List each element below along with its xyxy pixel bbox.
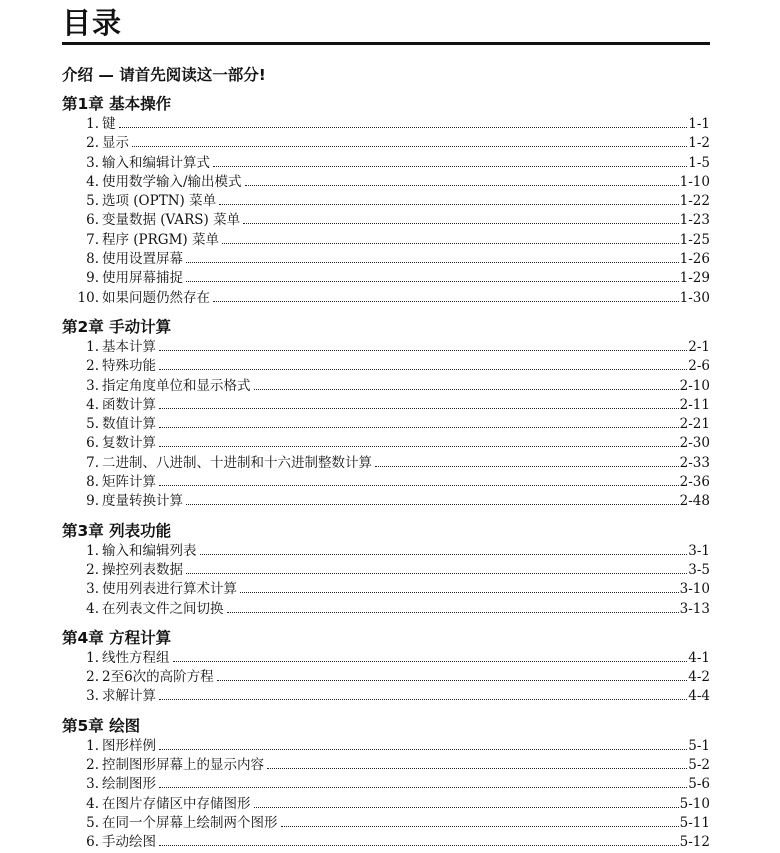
entry-title: 二进制、八进制、十进制和十六进制整数计算 <box>102 454 372 471</box>
dot-leader <box>219 204 679 205</box>
dot-leader <box>159 408 679 409</box>
entry-title: 控制图形屏幕上的显示内容 <box>102 757 264 774</box>
entry-page-number: 2-21 <box>679 416 710 433</box>
toc-entry[interactable] <box>62 833 710 852</box>
entry-title: 程序 (PRGM) 菜单 <box>102 231 219 248</box>
toc-entry[interactable] <box>62 269 710 288</box>
entry-page-number: 1-22 <box>679 193 710 210</box>
toc-entry[interactable] <box>62 756 710 775</box>
entry-page-number: 4-1 <box>688 649 710 666</box>
entry-title: 数值计算 <box>102 416 156 433</box>
entry-number: 1. <box>86 116 99 132</box>
entry-number: 7. <box>86 454 99 471</box>
entry-page-number: 1-2 <box>688 135 710 152</box>
entry-title: 基本计算 <box>102 338 156 355</box>
entry-page-number: 5-6 <box>688 776 710 793</box>
toc-entry[interactable] <box>62 211 710 230</box>
entry-number: 2. <box>86 669 99 686</box>
entry-page-number: 3-10 <box>679 581 710 598</box>
toc-entry[interactable] <box>62 561 710 580</box>
entry-title: 输入和编辑计算式 <box>102 154 210 171</box>
dot-leader <box>159 369 687 370</box>
entry-page-number: 3-1 <box>688 542 710 559</box>
entry-number: 6. <box>86 212 99 229</box>
entry-number: 3. <box>86 377 99 394</box>
entry-number: 1. <box>86 737 99 754</box>
toc-entry[interactable] <box>62 795 710 814</box>
entry-number: 9. <box>86 493 99 510</box>
chapter-section <box>62 93 710 308</box>
dot-leader <box>254 807 679 808</box>
entry-title: 键 <box>102 116 116 132</box>
toc-entry[interactable] <box>62 250 710 269</box>
entry-number: 3. <box>86 688 99 705</box>
dot-leader <box>375 466 679 467</box>
toc-entry[interactable] <box>62 231 710 250</box>
toc-entry[interactable] <box>62 454 710 473</box>
toc-entry[interactable] <box>62 580 710 599</box>
entry-number: 5. <box>86 193 99 210</box>
entry-page-number: 4-4 <box>688 688 710 705</box>
chapter-list <box>62 93 710 853</box>
toc-entry[interactable] <box>62 396 710 415</box>
dot-leader <box>159 427 679 428</box>
chapter-section <box>62 627 710 707</box>
entry-title: 矩阵计算 <box>102 474 156 491</box>
dot-leader <box>243 223 679 224</box>
entry-number: 5. <box>86 814 99 831</box>
dot-leader <box>200 554 688 555</box>
entry-page-number: 1-10 <box>679 173 710 190</box>
entry-number: 3. <box>86 581 99 598</box>
toc-entry[interactable] <box>62 115 710 134</box>
entry-page-number: 1-23 <box>679 212 710 229</box>
entry-number: 6. <box>86 435 99 452</box>
dot-leader <box>159 350 687 351</box>
entry-page-number: 5-2 <box>688 757 710 774</box>
entry-number: 6. <box>86 834 99 851</box>
chapter-section <box>62 316 710 512</box>
entry-title: 选项 (OPTN) 菜单 <box>102 193 217 210</box>
toc-entry[interactable] <box>62 357 710 376</box>
toc-entry[interactable] <box>62 192 710 211</box>
toc-entry[interactable] <box>62 737 710 756</box>
entry-title: 指定角度单位和显示格式 <box>102 377 251 394</box>
entry-page-number: 1-26 <box>679 251 710 268</box>
title-rule <box>62 42 710 45</box>
dot-leader <box>173 661 688 662</box>
entry-page-number: 2-48 <box>679 493 710 510</box>
dot-leader <box>222 243 679 244</box>
entry-page-number: 2-30 <box>679 435 710 452</box>
toc-entry[interactable] <box>62 814 710 833</box>
chapter-title: 第1章 基本操作 <box>62 95 172 113</box>
entry-title: 使用屏幕捕捉 <box>102 270 183 287</box>
entry-number: 4. <box>86 396 99 413</box>
toc-entry[interactable] <box>62 377 710 396</box>
entry-page-number: 2-11 <box>679 396 710 413</box>
toc-entry[interactable] <box>62 492 710 511</box>
entry-number: 2. <box>86 358 99 375</box>
dot-leader <box>159 485 679 486</box>
entry-title: 2至6次的高阶方程 <box>102 669 214 686</box>
entry-page-number: 4-2 <box>688 669 710 686</box>
entry-page-number: 1-30 <box>679 289 710 306</box>
dot-leader <box>132 146 687 147</box>
entry-number: 9. <box>86 270 99 287</box>
entry-page-number: 2-10 <box>679 377 710 394</box>
toc-entry[interactable] <box>62 134 710 153</box>
toc-entry[interactable] <box>62 173 710 192</box>
entry-number: 1. <box>86 338 99 355</box>
entry-number: 4. <box>86 600 99 617</box>
entry-number: 1. <box>86 649 99 666</box>
dot-leader <box>159 787 687 788</box>
entry-title: 使用设置屏幕 <box>102 251 183 268</box>
toc-entry[interactable] <box>62 649 710 668</box>
entry-number: 2. <box>86 135 99 152</box>
chapter-section <box>62 520 710 619</box>
entry-number: 3. <box>86 776 99 793</box>
entry-number: 4. <box>86 795 99 812</box>
dot-leader <box>217 680 688 681</box>
toc-entry[interactable] <box>62 473 710 492</box>
entry-title: 在同一个屏幕上绘制两个图形 <box>102 814 278 831</box>
entry-title: 变量数据 (VARS) 菜单 <box>102 212 241 229</box>
chapter-title: 第3章 列表功能 <box>62 521 172 540</box>
dot-leader <box>119 127 688 128</box>
entry-page-number: 5-1 <box>688 737 710 754</box>
toc-entry[interactable] <box>62 775 710 794</box>
dot-leader <box>213 301 679 302</box>
entry-title: 绘制图形 <box>102 776 156 793</box>
toc-entry[interactable] <box>62 542 710 561</box>
entry-page-number: 2-1 <box>688 338 710 355</box>
entry-number: 5. <box>86 416 99 433</box>
entry-number: 2. <box>86 561 99 578</box>
toc-entry[interactable] <box>62 338 710 357</box>
entry-page-number: 5-12 <box>679 834 710 851</box>
entry-page-number: 1-25 <box>679 231 710 248</box>
toc-entry[interactable] <box>62 668 710 687</box>
toc-entry[interactable] <box>62 415 710 434</box>
entry-number: 8. <box>86 251 99 268</box>
toc-entry[interactable] <box>62 687 710 706</box>
toc-entry[interactable] <box>62 600 710 619</box>
dot-leader <box>159 446 679 447</box>
chapter-title: 第2章 手动计算 <box>62 317 172 336</box>
entry-title: 手动绘图 <box>102 834 156 851</box>
entry-title: 使用列表进行算术计算 <box>102 581 237 598</box>
entry-page-number: 2-33 <box>679 454 710 471</box>
entry-page-number: 5-10 <box>679 795 710 812</box>
entry-title: 函数计算 <box>102 396 156 413</box>
entry-number: 1. <box>86 542 99 559</box>
entry-page-number: 1-5 <box>688 154 710 171</box>
toc-page <box>62 0 710 853</box>
entry-number: 2. <box>86 757 99 774</box>
entry-page-number: 2-36 <box>679 474 710 491</box>
dot-leader <box>240 592 679 593</box>
entry-title: 如果问题仍然存在 <box>102 289 210 306</box>
dot-leader <box>213 166 687 167</box>
dot-leader <box>186 262 679 263</box>
entry-number: 8. <box>86 474 99 491</box>
page-title: 目录 <box>62 6 123 40</box>
chapter-section <box>62 715 710 853</box>
entry-number: 7. <box>86 231 99 248</box>
entry-title: 特殊功能 <box>102 358 156 375</box>
entry-title: 复数计算 <box>102 435 156 452</box>
entry-page-number: 1-29 <box>679 270 710 287</box>
entry-title: 操控列表数据 <box>102 561 183 578</box>
dot-leader <box>186 281 679 282</box>
entry-title: 在列表文件之间切换 <box>102 600 224 617</box>
entry-page-number: 2-6 <box>688 358 710 375</box>
entry-title: 输入和编辑列表 <box>102 542 197 559</box>
entry-page-number: 1-1 <box>688 116 710 132</box>
dot-leader <box>245 185 679 186</box>
dot-leader <box>281 826 679 827</box>
entry-title: 求解计算 <box>102 688 156 705</box>
chapter-title: 第5章 绘图 <box>62 716 141 735</box>
dot-leader <box>254 389 679 390</box>
entry-title: 使用数学输入/输出模式 <box>102 173 242 190</box>
entry-title: 显示 <box>102 135 129 152</box>
intro-heading: 介绍 — 请首先阅读这一部分! <box>62 66 266 84</box>
dot-leader <box>186 573 687 574</box>
entry-page-number: 3-5 <box>688 561 710 578</box>
entry-page-number: 5-11 <box>679 814 710 831</box>
dot-leader <box>186 504 679 505</box>
entry-title: 线性方程组 <box>102 649 170 666</box>
dot-leader <box>159 699 687 700</box>
entry-title: 图形样例 <box>102 737 156 754</box>
toc-entry[interactable] <box>62 154 710 173</box>
entry-page-number: 3-13 <box>679 600 710 617</box>
entry-number: 3. <box>86 154 99 171</box>
dot-leader <box>159 749 687 750</box>
entry-number: 10. <box>77 289 99 306</box>
toc-entry[interactable] <box>62 434 710 453</box>
entry-title: 在图片存储区中存储图形 <box>102 795 251 812</box>
entry-number: 4. <box>86 173 99 190</box>
chapter-title: 第4章 方程计算 <box>62 628 172 647</box>
dot-leader <box>267 768 687 769</box>
toc-entry[interactable] <box>62 289 710 308</box>
entry-title: 度量转换计算 <box>102 493 183 510</box>
dot-leader <box>227 612 679 613</box>
